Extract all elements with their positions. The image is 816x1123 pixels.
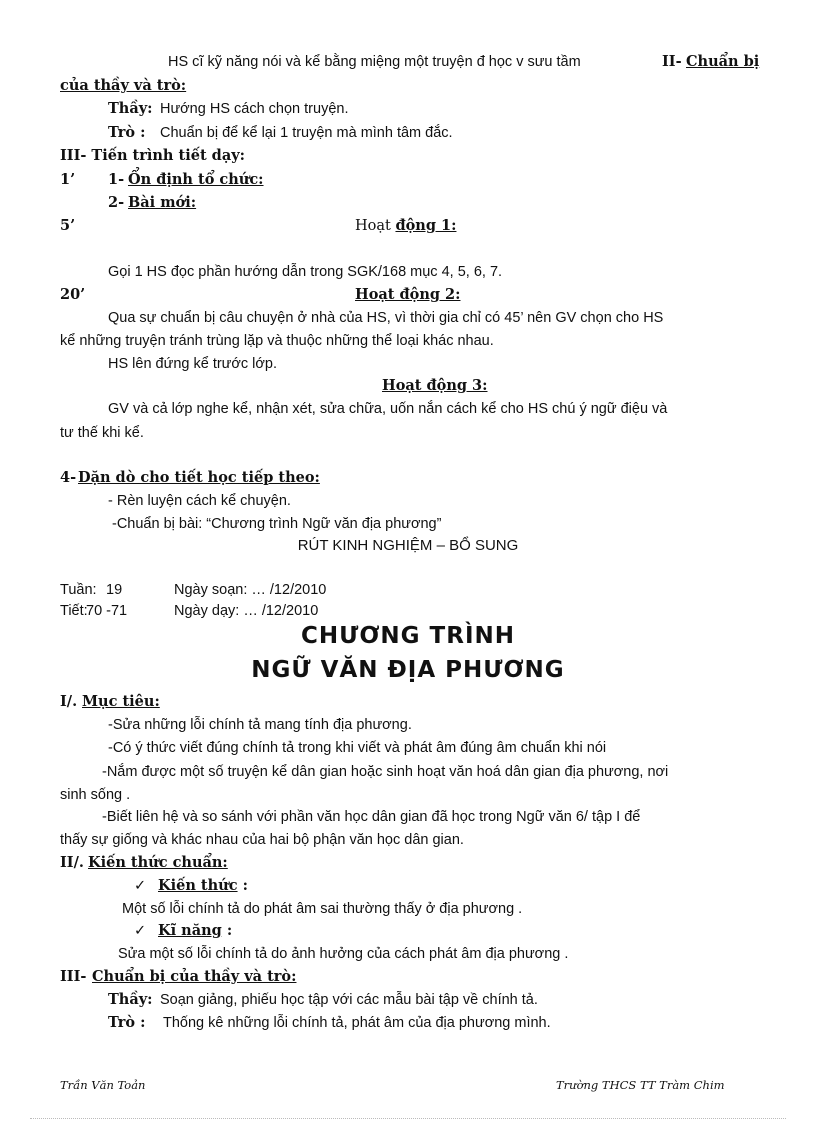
time-1: 1’ — [60, 171, 76, 188]
objective-3a: -Nắm được một số truyện kể dân gian hoặc sinh hoạt văn hoá dân gian địa phương, nơi — [102, 764, 669, 780]
activity-3-heading: Hoạt động 3: — [382, 377, 488, 394]
knowledge-sub-label: Kiến thức — [158, 877, 238, 894]
prep-teacher-text: Soạn giảng, phiếu học tập với các mẫu bài tập về chính tả. — [160, 992, 538, 1008]
step-1-number: 1- — [108, 171, 125, 188]
review-heading: RÚT KINH NGHIỆM – BỔ SUNG — [297, 537, 519, 554]
activity-1-label: động 1: — [395, 217, 457, 234]
checkmark-icon: ✓ — [134, 923, 147, 939]
student-text: Chuẩn bị để kể lại 1 truyện mà mình tâm đắc. — [160, 125, 453, 141]
prep-date: Ngày soạn: … /12/2010 — [174, 582, 327, 598]
intro-text: HS cĩ kỹ năng nói và kể bằng miệng một truyện đ học v sưu tầm — [168, 54, 581, 70]
prep-teacher-label: Thầy: — [108, 991, 153, 1008]
footer-divider — [30, 1118, 786, 1119]
section-2-heading-b: của thầy và trò: — [60, 77, 187, 94]
teacher-text: Hướng HS cách chọn truyện. — [160, 101, 349, 117]
activity-2-heading: Hoạt động 2: — [355, 286, 461, 303]
step-1-label: Ổn định tổ chức: — [128, 171, 264, 188]
skills-subheading — [158, 921, 232, 941]
step-2-number: 2- — [108, 194, 125, 211]
footer-school: Trường THCS TT Tràm Chim — [556, 1078, 725, 1092]
lesson-title-line-1: CHƯƠNG TRÌNH — [300, 623, 516, 649]
teach-date: Ngày dạy: … /12/2010 — [174, 603, 319, 619]
week-label: Tuần: — [60, 582, 97, 598]
prep-heading: Chuẩn bị của thầy và trò: — [92, 968, 297, 985]
knowledge-number: II/. — [60, 854, 84, 871]
footer-author: Trần Văn Toản — [60, 1078, 146, 1092]
prep-student-label: Trò : — [108, 1014, 146, 1031]
period-value: 70 -71 — [86, 603, 128, 619]
objective-4a: -Biết liên hệ và so sánh với phần văn học dân gian đã học trong Ngữ văn 6/ tập I để — [102, 809, 641, 825]
objective-3b: sinh sống . — [60, 787, 131, 803]
homework-heading: Dặn dò cho tiết học tiếp theo: — [78, 469, 320, 486]
objectives-number: I/. — [60, 693, 78, 710]
skills-sub-label: Kĩ năng — [158, 922, 222, 939]
section-2-number: II- — [662, 53, 682, 70]
objective-4b: thấy sự giống và khác nhau của hai bộ phận văn học dân gian. — [60, 832, 464, 848]
activity-2-text-c: HS lên đứng kể trước lớp. — [108, 356, 277, 372]
checkmark-icon: ✓ — [134, 878, 147, 894]
prep-number: III- — [60, 968, 87, 985]
period-label: Tiết: — [60, 603, 88, 619]
activity-2-text-a: Qua sự chuẩn bị câu chuyện ở nhà của HS, vì thời gia chỉ có 45’ nên GV chọn cho HS — [108, 310, 664, 326]
activity-1-prefix: Hoạt — [355, 218, 391, 234]
skills-text: Sửa một số lỗi chính tả do ảnh hưởng của cách phát âm địa phương . — [118, 946, 569, 962]
activity-1-text: Gọi 1 HS đọc phần hướng dẫn trong SGK/168 mục 4, 5, 6, 7. — [108, 264, 503, 280]
objective-1: -Sửa những lỗi chính tả mang tính địa phương. — [108, 717, 412, 733]
activity-1-heading — [355, 216, 456, 236]
student-label: Trò : — [108, 124, 146, 141]
skills-sub-colon: : — [226, 922, 233, 939]
activity-3-text-b: tư thế khi kể. — [60, 425, 144, 441]
homework-item-1: - Rèn luyện cách kể chuyện. — [108, 493, 291, 509]
objectives-heading: Mục tiêu: — [82, 693, 160, 710]
section-2-heading-a: Chuẩn bị — [686, 53, 760, 70]
homework-item-2: -Chuẩn bị bài: “Chương trình Ngữ văn địa phương” — [112, 516, 442, 532]
knowledge-text: Một số lỗi chính tả do phát âm sai thường thấy ở địa phương . — [122, 901, 523, 917]
activity-3-text-a: GV và cả lớp nghe kể, nhận xét, sửa chữa, uốn nắn cách kể cho HS chú ý ngữ điệu và — [108, 401, 668, 417]
process-heading: III- Tiến trình tiết dạy: — [60, 147, 245, 164]
knowledge-subheading — [158, 876, 248, 896]
homework-number: 4- — [60, 469, 77, 486]
time-3: 20’ — [60, 286, 86, 303]
teacher-label: Thầy: — [108, 100, 153, 117]
time-2: 5’ — [60, 217, 76, 234]
knowledge-heading: Kiến thức chuẩn: — [88, 854, 228, 871]
knowledge-sub-colon: : — [242, 877, 248, 894]
step-2-label: Bài mới: — [128, 194, 197, 211]
objective-2: -Có ý thức viết đúng chính tả trong khi viết và phát âm đúng âm chuẩn khi nói — [108, 740, 607, 756]
lesson-title-line-2: NGỮ VĂN ĐỊA PHƯƠNG — [251, 657, 565, 683]
week-value: 19 — [106, 582, 123, 598]
activity-2-text-b: kể những truyện tránh trùng lặp và thuộc những thể loại khác nhau. — [60, 333, 494, 349]
prep-student-text: Thống kê những lỗi chính tả, phát âm của địa phương mình. — [163, 1015, 551, 1031]
